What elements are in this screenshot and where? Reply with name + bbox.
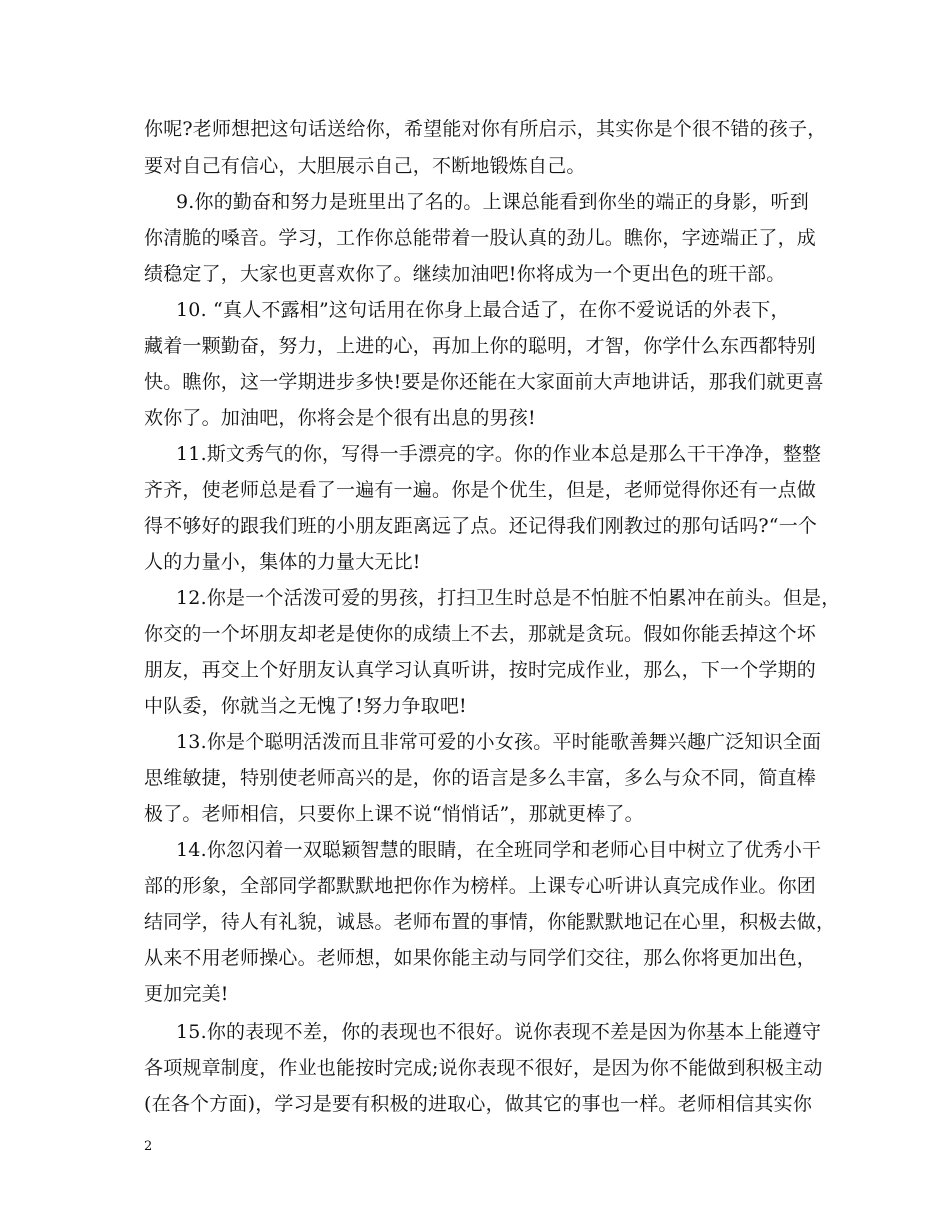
paragraph-9-start: 9.你的勤奋和努力是班里出了名的。上课总能看到你坐的端正的身影，听到 [176,191,809,213]
text-line: (在各个方面)，学习是要有积极的进取心，做其它的事也一样。老师相信其实你 [144,1093,813,1115]
text-line: 各项规章制度，作业也能按时完成;说你表现不很好，是因为你不能做到积极主动 [144,1057,823,1079]
text-line: 要对自己有信心，大胆展示自己，不断地锻炼自己。 [144,155,586,177]
paragraph-13-start: 13.你是个聪明活泼而且非常可爱的小女孩。平时能歌善舞兴趣广泛知识全面 [176,731,822,753]
paragraph-10-start: 10. “真人不露相”这句话用在你身上最合适了，在你不爱说话的外表下， [176,299,790,321]
paragraph-12-start: 12.你是一个活泼可爱的男孩，打扫卫生时总是不怕脏不怕累冲在前头。但是， [176,587,841,609]
text-line: 你呢?老师想把这句话送给你，希望能对你有所启示，其实你是个很不错的孩子， [144,118,827,140]
page-number: 2 [144,1139,153,1154]
text-line: 得不够好的跟我们班的小朋友距离远了点。还记得我们刚教过的那句话吗?“一个 [144,515,818,537]
paragraph-15-start: 15.你的表现不差，你的表现也不很好。说你表现不差是因为你基本上能遵守 [176,1021,822,1043]
text-line: 极了。老师相信，只要你上课不说“悄悄话”，那就更棒了。 [144,803,644,825]
text-line: 部的形象，全部同学都默默地把你作为榜样。上课专心听讲认真完成作业。你团 [144,875,817,897]
text-line: 思维敏捷，特别使老师高兴的是，你的语言是多么丰富，多么与众不同，简直棒 [144,767,817,789]
text-line: 欢你了。加油吧，你将会是个很有出息的男孩! [144,407,536,429]
text-line: 藏着一颗勤奋，努力，上进的心，再加上你的聪明，才智，你学什么东西都特别 [144,335,817,357]
text-line: 齐齐，使老师总是看了一遍有一遍。你是个优生，但是，老师觉得你还有一点做 [144,479,817,501]
text-line: 结同学，待人有礼貌，诚恳。老师布置的事情，你能默默地记在心里，积极去做， [144,911,836,933]
text-line: 朋友，再交上个好朋友认真学习认真听讲，按时完成作业，那么，下一个学期的 [144,659,817,681]
paragraph-11-start: 11.斯文秀气的你，写得一手漂亮的字。你的作业本总是那么干干净净，整整 [176,443,822,465]
text-line: 绩稳定了，大家也更喜欢你了。继续加油吧!你将成为一个更出色的班干部。 [144,263,786,285]
text-line: 你清脆的嗓音。学习，工作你总能带着一股认真的劲儿。瞧你，字迹端正了，成 [144,227,817,249]
text-line: 你交的一个坏朋友却老是使你的成绩上不去，那就是贪玩。假如你能丢掉这个坏 [144,623,817,645]
paragraph-14-start: 14.你忽闪着一双聪颖智慧的眼睛，在全班同学和老师心目中树立了优秀小干 [176,839,822,861]
text-line: 快。瞧你，这一学期进步多快!要是你还能在大家面前大声地讲话，那我们就更喜 [144,371,824,393]
text-line: 人的力量小，集体的力量大无比! [144,551,421,573]
text-line: 更加完美! [144,983,229,1005]
text-line: 中队委，你就当之无愧了!努力争取吧! [144,695,467,717]
text-line: 从来不用老师操心。老师想，如果你能主动与同学们交往，那么你将更加出色， [144,947,817,969]
